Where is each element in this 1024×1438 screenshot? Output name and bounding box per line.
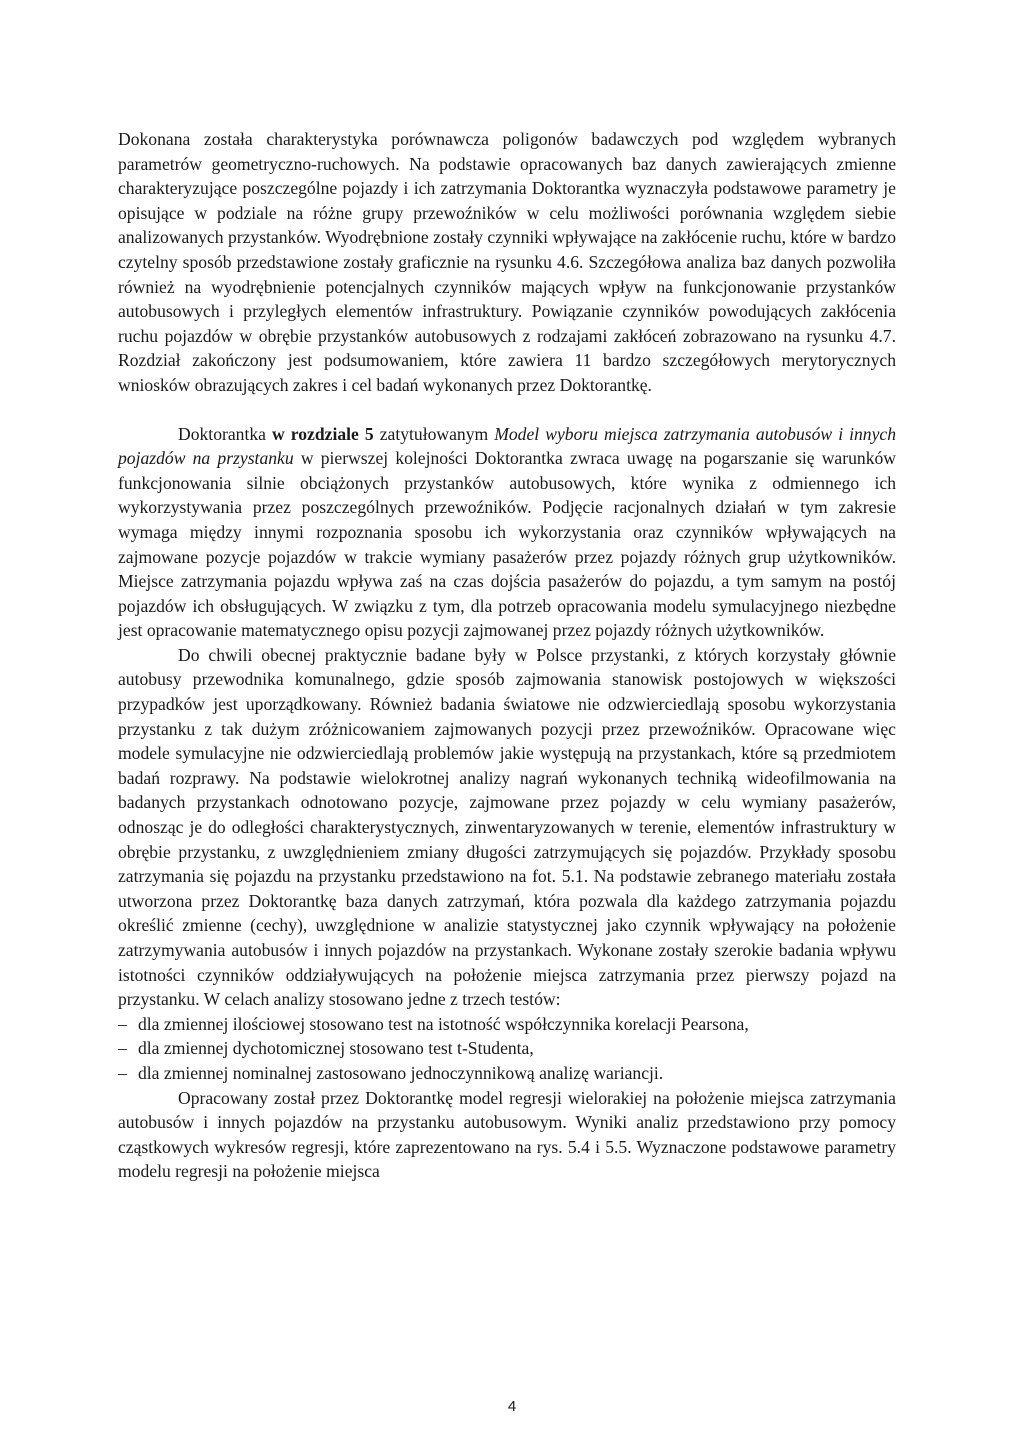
- paragraph-chapter-5-intro: [118, 422, 896, 643]
- tests-list: [118, 1012, 896, 1086]
- list-item-text: dla zmiennej nominalnej zastosowano jednoczynnikową analizę wariancji.: [138, 1062, 664, 1083]
- list-item-text: dla zmiennej dychotomicznej stosowano test t-Studenta,: [138, 1038, 534, 1059]
- paragraph-regression-model: Opracowany został przez Doktorantkę model regresji wielorakiej na położenie miejsca zatrzymania autobusów i innych pojazdów na przystanku autobusowym. Wyniki analiz przedstawiono przy pomocy cząstkowych wykresów regresji, które zaprezentowano na rys. 5.4 i 5.5. Wyznaczone podstawowe parametry modelu regresji na położenie miejsca: [118, 1087, 896, 1182]
- paragraph-text: Doktorantka: [178, 423, 272, 444]
- list-item: [118, 1012, 896, 1037]
- page-number: 4: [507, 1398, 517, 1415]
- document-page: [118, 127, 896, 1184]
- list-item-text: dla zmiennej ilościowej stosowano test na istotność współczynnika korelacji Pearsona,: [138, 1013, 749, 1034]
- list-item: [118, 1036, 896, 1061]
- list-dash: –: [118, 1038, 127, 1059]
- chapter-reference: w rozdziale 5: [272, 423, 374, 444]
- list-dash: –: [118, 1013, 127, 1034]
- paragraph-text: zatytułowanym: [373, 423, 495, 444]
- paragraph-text: w pierwszej kolejności Doktorantka zwraca uwagę na pogarszanie się warunków funkcjonowania silnie obciążonych przystanków autobusowych, które wynika z odmiennego ich wykorzystywania przez poszczególnych przewoźników. Podjęcie racjonalnych działań w tym zakresie wymaga między innymi rozpoznania sposobu ich wykorzystania oraz czynników wpływających na zajmowane pozycje pojazdów w trakcie wymiany pasażerów przez pojazdy różnych grup użytkowników. Miejsce zatrzymania pojazdu wpływa zaś na czas dojścia pasażerów do pojazdu, a tym samym na postój pojazdów ich obsługujących. W związku z tym, dla potrzeb opracowania modelu symulacyjnego niezbędne jest opracowanie matematycznego opisu pozycji zajmowanej przez pojazdy różnych użytkowników.: [118, 448, 896, 641]
- list-dash: –: [118, 1062, 127, 1083]
- list-item: [118, 1061, 896, 1086]
- paragraph-research-method: Do chwili obecnej praktycznie badane były w Polsce przystanki, z których korzystały głównie autobusy przewodnika komunalnego, gdzie sposób zajmowania stanowisk postojowych w większości przypadków jest uporządkowany. Również badania światowe nie odzwierciedlają sposobu wykorzystania przystanku z tak dużym zróżnicowaniem zajmowanych pozycji przez przewoźników. Opracowane więc modele symulacyjne nie odzwierciedlają problemów jakie występują na przystankach, które są przedmiotem badań rozprawy. Na podstawie wielokrotnej analizy nagrań wykonanych techniką wideofilmowania na badanych przystankach odnotowano pozycje, zajmowane przez pojazdy w celu wymiany pasażerów, odnosząc je do odległości charakterystycznych, zinwentaryzowanych w terenie, elementów infrastruktury w obrębie przystanku, z uwzględnieniem zmiany długości zatrzymujących się pojazdów. Przykłady sposobu zatrzymania się pojazdu na przystanku przedstawiono na fot. 5.1. Na podstawie zebranego materiału została utworzona przez Doktorantkę baza danych zatrzymań, która pozwala dla każdego zatrzymania pojazdu określić zmienne (cechy), uwzględnione w analizie statystycznej jako czynnik wpływający na położenie zatrzymywania autobusów i innych pojazdów na przystankach. Wykonane zostały szerokie badania wpływu istotności czynników oddziaływujących na położenie miejsca zatrzymania przez pierwszy pojazd na przystanku. W celach analizy stosowano jedne z trzech testów:: [118, 644, 896, 1010]
- chapter-title: Model wyboru miejsca zatrzymania autobusów i innych pojazdów na przystanku: [118, 423, 897, 469]
- paragraph-chapter-4-summary: Dokonana została charakterystyka porównawcza poligonów badawczych pod względem wybranych parametrów geometryczno-ruchowych. Na podstawie opracowanych baz danych zawierających zmienne charakteryzujące poszczególne pojazdy i ich zatrzymania Doktorantka wyznaczyła podstawowe parametry je opisujące w podziale na różne grupy przewoźników w celu możliwości porównania względem siebie analizowanych przystanków. Wyodrębnione zostały czynniki wpływające na zakłócenie ruchu, które w bardzo czytelny sposób przedstawione zostały graficznie na rysunku 4.6. Szczegółowa analiza baz danych pozwoliła również na wyodrębnienie potencjalnych czynników mających wpływ na funkcjonowanie przystanków autobusowych i przyległych elementów infrastruktury. Powiązanie czynników powodujących zakłócenia ruchu pojazdów w obrębie przystanków autobusowych z rodzajami zakłóceń zobrazowano na rysunku 4.7. Rozdział zakończony jest podsumowaniem, które zawiera 11 bardzo szczegółowych merytorycznych wniosków obrazujących zakres i cel badań wykonanych przez Doktorantkę.: [118, 129, 896, 395]
